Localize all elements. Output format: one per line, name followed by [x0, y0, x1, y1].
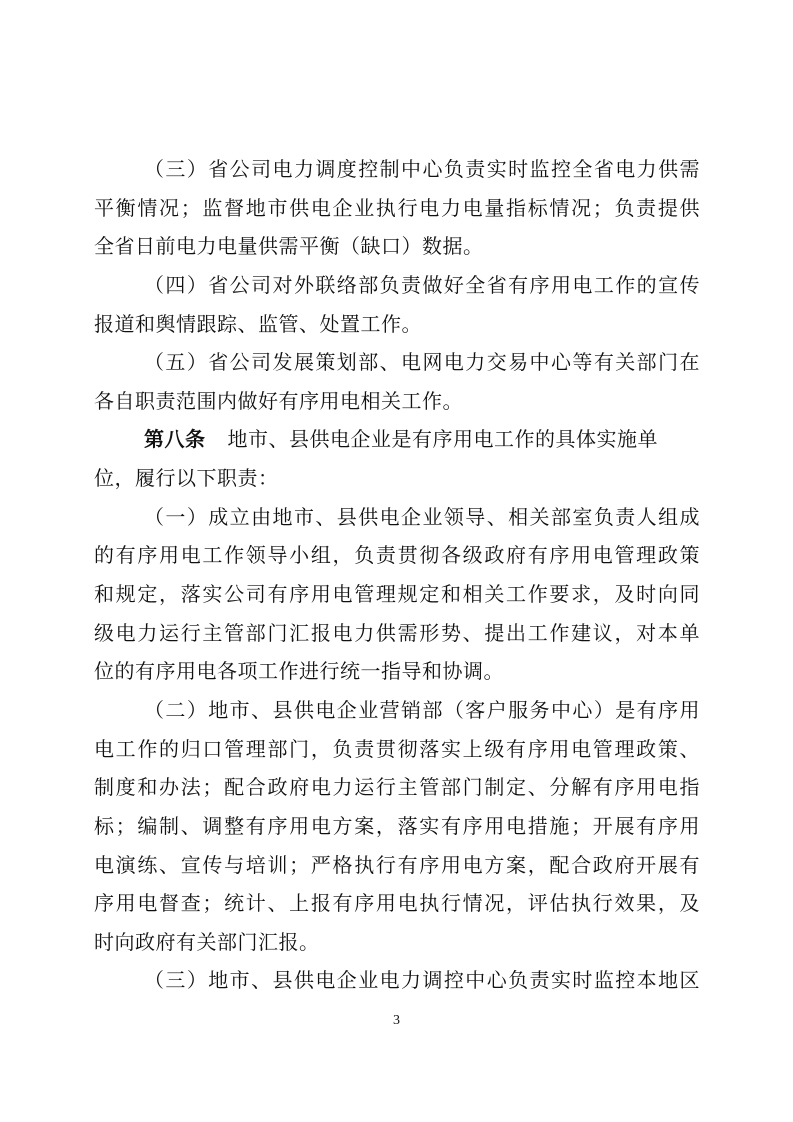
- paragraph-line: 全省日前电力电量供需平衡（缺口）数据。: [94, 234, 484, 259]
- article-heading-line: [94, 420, 700, 459]
- paragraph-line: 序用电督查；统计、上报有序用电执行情况，评估执行效果，及: [94, 891, 700, 916]
- paragraph-line: 位，履行以下职责：: [94, 466, 279, 491]
- paragraph-line: 的有序用电工作领导小组，负责贯彻各级政府有序用电管理政策: [94, 543, 700, 568]
- paragraph-line: 级电力运行主管部门汇报电力供需形势、提出工作建议，对本单: [94, 620, 700, 645]
- paragraph-line: 标；编制、调整有序用电方案，落实有序用电措施；开展有序用: [94, 813, 700, 838]
- paragraph-line: 和规定，落实公司有序用电管理规定和相关工作要求，及时向同: [94, 582, 700, 607]
- paragraph-line: （三）省公司电力调度控制中心负责实时监控全省电力供需: [144, 157, 700, 181]
- paragraph-line: 时向政府有关部门汇报。: [94, 929, 320, 954]
- paragraph-line: （二）地市、县供电企业营销部（客户服务中心）是有序用: [144, 697, 700, 722]
- article-text: 地市、县供电企业是有序用电工作的具体实施单: [227, 427, 658, 452]
- paragraph-line: （五）省公司发展策划部、电网电力交易中心等有关部门在: [144, 350, 700, 375]
- paragraph-line: 位的有序用电各项工作进行统一指导和协调。: [94, 659, 504, 684]
- paragraph-line: 报道和舆情跟踪、监管、处置工作。: [94, 311, 422, 336]
- document-body: [94, 150, 700, 1000]
- paragraph-line: （四）省公司对外联络部负责做好全省有序用电工作的宣传: [144, 272, 700, 297]
- paragraph-line: （三）地市、县供电企业电力调控中心负责实时监控本地区: [144, 968, 700, 993]
- paragraph-line: 制度和办法；配合政府电力运行主管部门制定、分解有序用电指: [94, 775, 700, 800]
- paragraph-line: 各自职责范围内做好有序用电相关工作。: [94, 388, 463, 413]
- paragraph-line: （一）成立由地市、县供电企业领导、相关部室负责人组成: [144, 504, 700, 529]
- article-label: 第八条: [144, 427, 206, 452]
- paragraph-line: 平衡情况；监督地市供电企业执行电力电量指标情况；负责提供: [94, 195, 700, 220]
- paragraph-line: 电演练、宣传与培训；严格执行有序用电方案，配合政府开展有: [94, 852, 700, 877]
- page-number: 3: [393, 1013, 400, 1028]
- paragraph-line: 电工作的归口管理部门，负责贯彻落实上级有序用电管理政策、: [94, 736, 700, 761]
